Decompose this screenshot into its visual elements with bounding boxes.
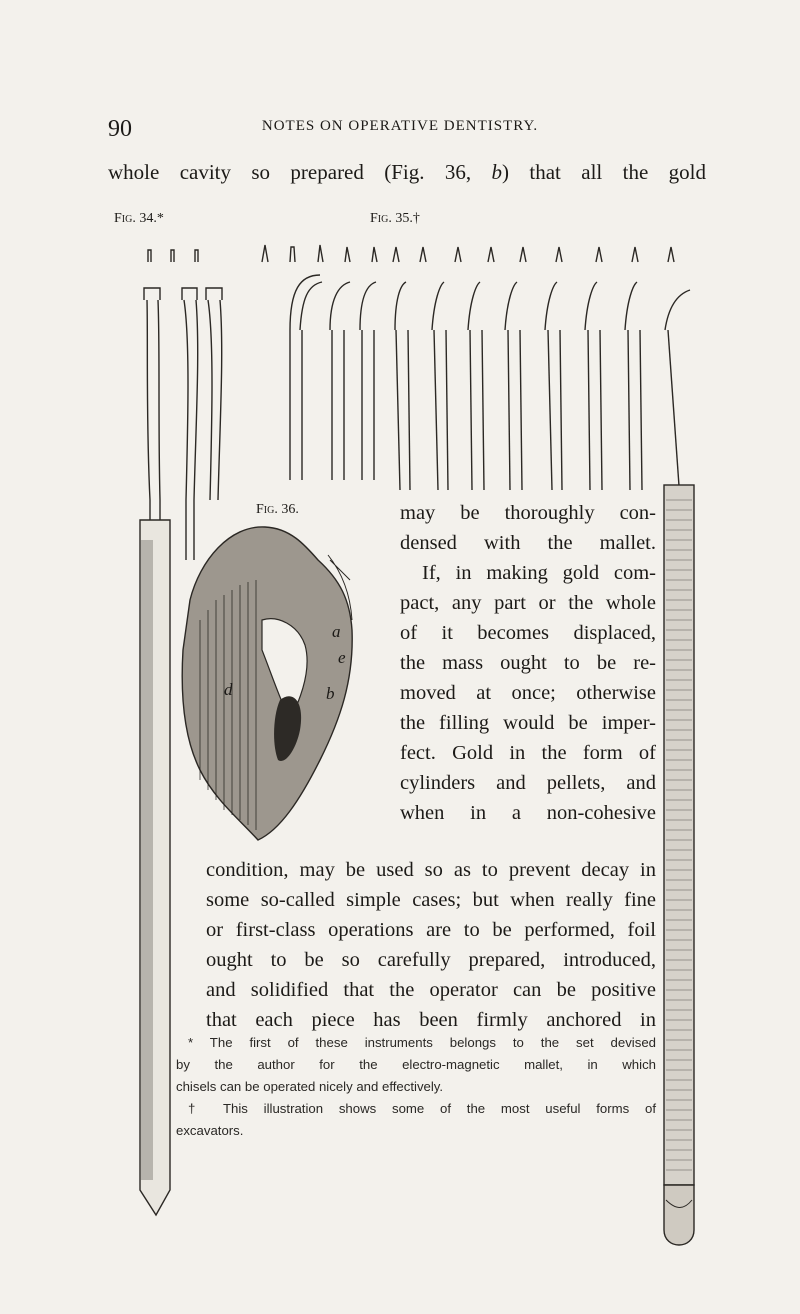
footnote-line: excavators. [176, 1123, 244, 1138]
fig36-label-b: b [326, 684, 335, 703]
fig35-caption: Fig. 35.† [370, 211, 420, 226]
running-head: NOTES ON OPERATIVE DENTISTRY. [261, 118, 539, 134]
text-line: fect. Gold in the form of [400, 742, 656, 764]
text-line: moved at once; otherwise [400, 682, 656, 704]
fig36-label-d: d [224, 680, 233, 699]
footnote-line: by the author for the electro-magnetic mallet, in which [176, 1057, 656, 1072]
text-line: condition, may be used so as to prevent decay in [206, 859, 656, 881]
text-line: densed with the mallet. [400, 532, 656, 554]
footnote-line: * The first of these instruments belongs to the set devised [188, 1035, 656, 1050]
lead-line-text-a: whole cavity so prepared (Fig. 36, [108, 160, 492, 184]
footnote-line: † This illustration shows some of the most useful forms of [188, 1101, 656, 1116]
text-line: the filling would be imper- [400, 712, 656, 734]
fig34-caption: Fig. 34.* [114, 211, 164, 226]
text-line: If, in making gold com- [422, 562, 656, 584]
fig36-label-e: e [338, 648, 346, 667]
text-line: may be thoroughly con- [400, 502, 656, 524]
text-line: pact, any part or the whole [400, 592, 656, 614]
text-line: when in a non-cohesive [400, 802, 656, 824]
fig36-label-a: a [332, 622, 341, 641]
text-line: that each piece has been firmly anchored in [206, 1009, 656, 1031]
text-line: and solidified that the operator can be positive [206, 979, 656, 1001]
body-full-paragraph [206, 855, 656, 1035]
lead-line-text-c: ) that all the gold [502, 160, 706, 184]
text-line: the mass ought to be re- [400, 652, 656, 674]
text-line: ought to be so carefully prepared, introduced, [206, 949, 656, 971]
body-wrapped-paragraph [400, 498, 656, 828]
footnote-line: chisels can be operated nicely and effectively. [176, 1079, 444, 1094]
lead-line-fig-ref: b [491, 160, 503, 184]
footnotes [176, 1032, 656, 1142]
text-line: some so-called simple cases; but when really fine [206, 889, 656, 911]
page-number: 90 [108, 116, 132, 142]
fig36-caption: Fig. 36. [256, 502, 299, 517]
text-line: cylinders and pellets, and [400, 772, 656, 794]
text-line: or first-class operations are to be performed, foil [206, 919, 656, 941]
text-line: of it becomes displaced, [400, 622, 656, 644]
